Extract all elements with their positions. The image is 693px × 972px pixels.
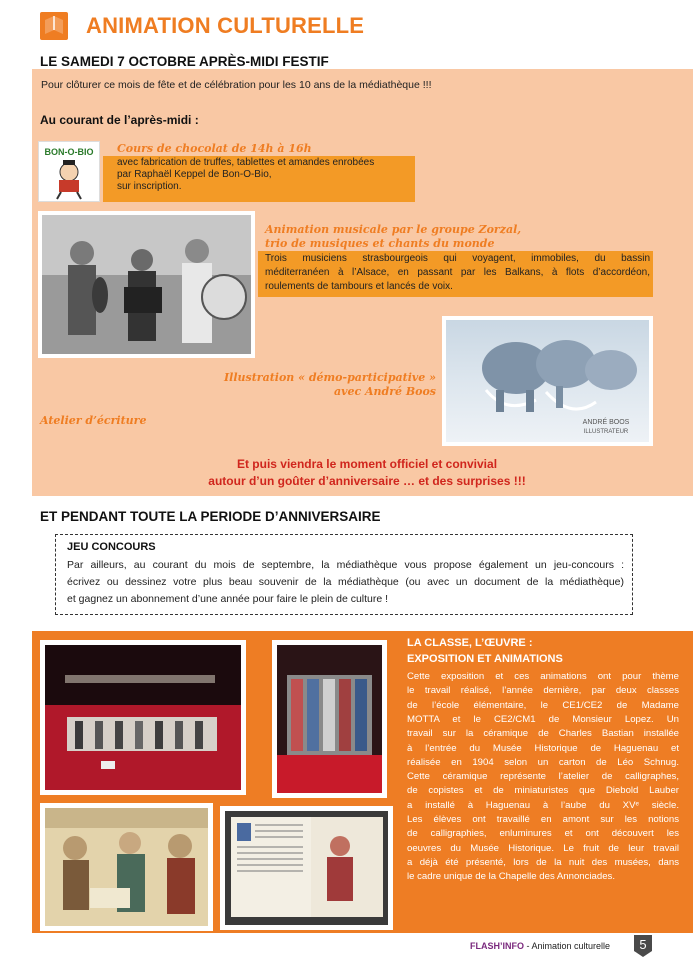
classe-line: MOTTA et le CE2/CM1 de Monsieur Lopez. Un <box>407 713 679 725</box>
classe-line: le cadre unique de la Chapelle des Annonciades. <box>407 871 616 883</box>
chocolat-line: par Raphaël Keppel de Bon-O-Bio, <box>117 169 272 180</box>
section-title-periode: ET PENDANT TOUTE LA PERIODE D’ANNIVERSAIRE <box>40 509 381 524</box>
classe-title: LA CLASSE, L’ŒUVRE : <box>407 637 533 649</box>
atelier-ecriture: Atelier d’écriture <box>40 414 147 427</box>
page-number: 5 <box>639 937 647 952</box>
closing-line: autour d’un goûter d’anniversaire … et des surprises !!! <box>208 474 526 488</box>
illustrator-signature-name: ANDRÉ BOOS <box>582 419 630 426</box>
contest-line: Par ailleurs, au courant du mois de septembre, la médiathèque vous propose également un jeu-concours : <box>67 559 624 571</box>
classe-line: à l’entrée du Musée Historique de Haguenau et <box>407 742 679 754</box>
student-book-photo <box>220 806 393 930</box>
illustrator-signature-role: ILLUSTRATEUR <box>583 429 629 435</box>
festif-intro: Pour clôturer ce mois de fête et de célébration pour les 10 ans de la médiathèque !!! <box>41 79 432 91</box>
chocolat-line: sur inscription. <box>117 181 182 192</box>
classe-line: de l’école élémentaire, le CE1/CE2 de Madame <box>407 699 679 711</box>
exhibition-photo-book <box>272 640 387 798</box>
ceramic-photo <box>40 803 213 931</box>
classe-line: de calligraphies, enluminures et ont découvert les <box>407 828 679 840</box>
zorzal-line: roulements de tambours et lancés de voix. <box>265 281 453 292</box>
zorzal-title: Animation musicale par le groupe Zorzal, <box>265 223 522 236</box>
zorzal-subtitle: trio de musiques et chants du monde <box>265 237 495 250</box>
chocolat-line: avec fabrication de truffes, tablettes et amandes enrobées <box>117 157 375 168</box>
classe-line: réalisée en 1904 selon un carton de Léo Schnug. <box>407 756 679 768</box>
classe-line: Les élèves ont travaillé en amont sur les notions <box>407 814 679 825</box>
closing-line: Et puis viendra le moment officiel et convivial <box>236 457 498 471</box>
page-number-badge <box>632 933 654 959</box>
classe-line: Cette exposition et ces animations ont pour thème <box>407 671 679 682</box>
classe-line: oeuvres du Musée Historique. Le fruit de leur travail <box>407 842 679 854</box>
bon-o-bio-logo <box>38 141 100 202</box>
footer-brand: FLASH’INFO <box>470 941 524 951</box>
exhibition-photo-vitrine <box>40 640 246 795</box>
section-title-festif: LE SAMEDI 7 OCTOBRE APRÈS-MIDI FESTIF <box>40 54 329 69</box>
footer-section: - Animation culturelle <box>524 941 611 951</box>
zorzal-line: méditerranéen à l’Alsace, en passant par les Balkans, à flots d’accordéon, <box>265 267 650 278</box>
classe-line: a installé à Haguenau à l’aube du XVᵉ siècle. <box>407 799 679 811</box>
page-title: ANIMATION CULTURELLE <box>86 13 365 38</box>
zorzal-line: Trois musiciens strasbourgeois qui voyagent, immobiles, du bassin <box>265 253 650 264</box>
illustration-author: avec André Boos <box>333 385 436 398</box>
contest-line: et gagnez un abonnement d’une année pour faire le plein de culture ! <box>67 593 389 605</box>
contest-line: écrivez ou dessinez votre plus beau souvenir de la médiathèque (ou avec un document de la médiathèque) <box>67 576 624 588</box>
bon-o-bio-logo-text: BON-O-BIO <box>44 147 94 157</box>
au-courant-heading: Au courant de l’après-midi : <box>40 113 199 127</box>
classe-line: le travail réalisé, l’année dernière, par deux classes <box>407 685 679 697</box>
zorzal-band-photo <box>38 211 255 358</box>
illustration-title: Illustration « démo-participative » <box>224 371 436 384</box>
classe-line: Cette céramique représente l’atelier de calligraphes, <box>407 771 679 783</box>
classe-line: a déjà été présenté, lors de la nuit des musées, dans <box>407 856 679 868</box>
classe-subtitle: EXPOSITION ET ANIMATIONS <box>407 653 563 665</box>
classe-line: travail sur la céramique de Charles Bastian installée <box>407 728 679 740</box>
open-book-icon <box>38 8 70 42</box>
footer <box>470 941 610 951</box>
chocolat-title: Cours de chocolat de 14h à 16h <box>117 142 312 155</box>
contest-title: JEU CONCOURS <box>67 541 156 553</box>
andre-boos-illustration <box>442 316 653 446</box>
classe-line: de copistes et de miniaturistes que Diebold Lauber <box>407 785 679 797</box>
